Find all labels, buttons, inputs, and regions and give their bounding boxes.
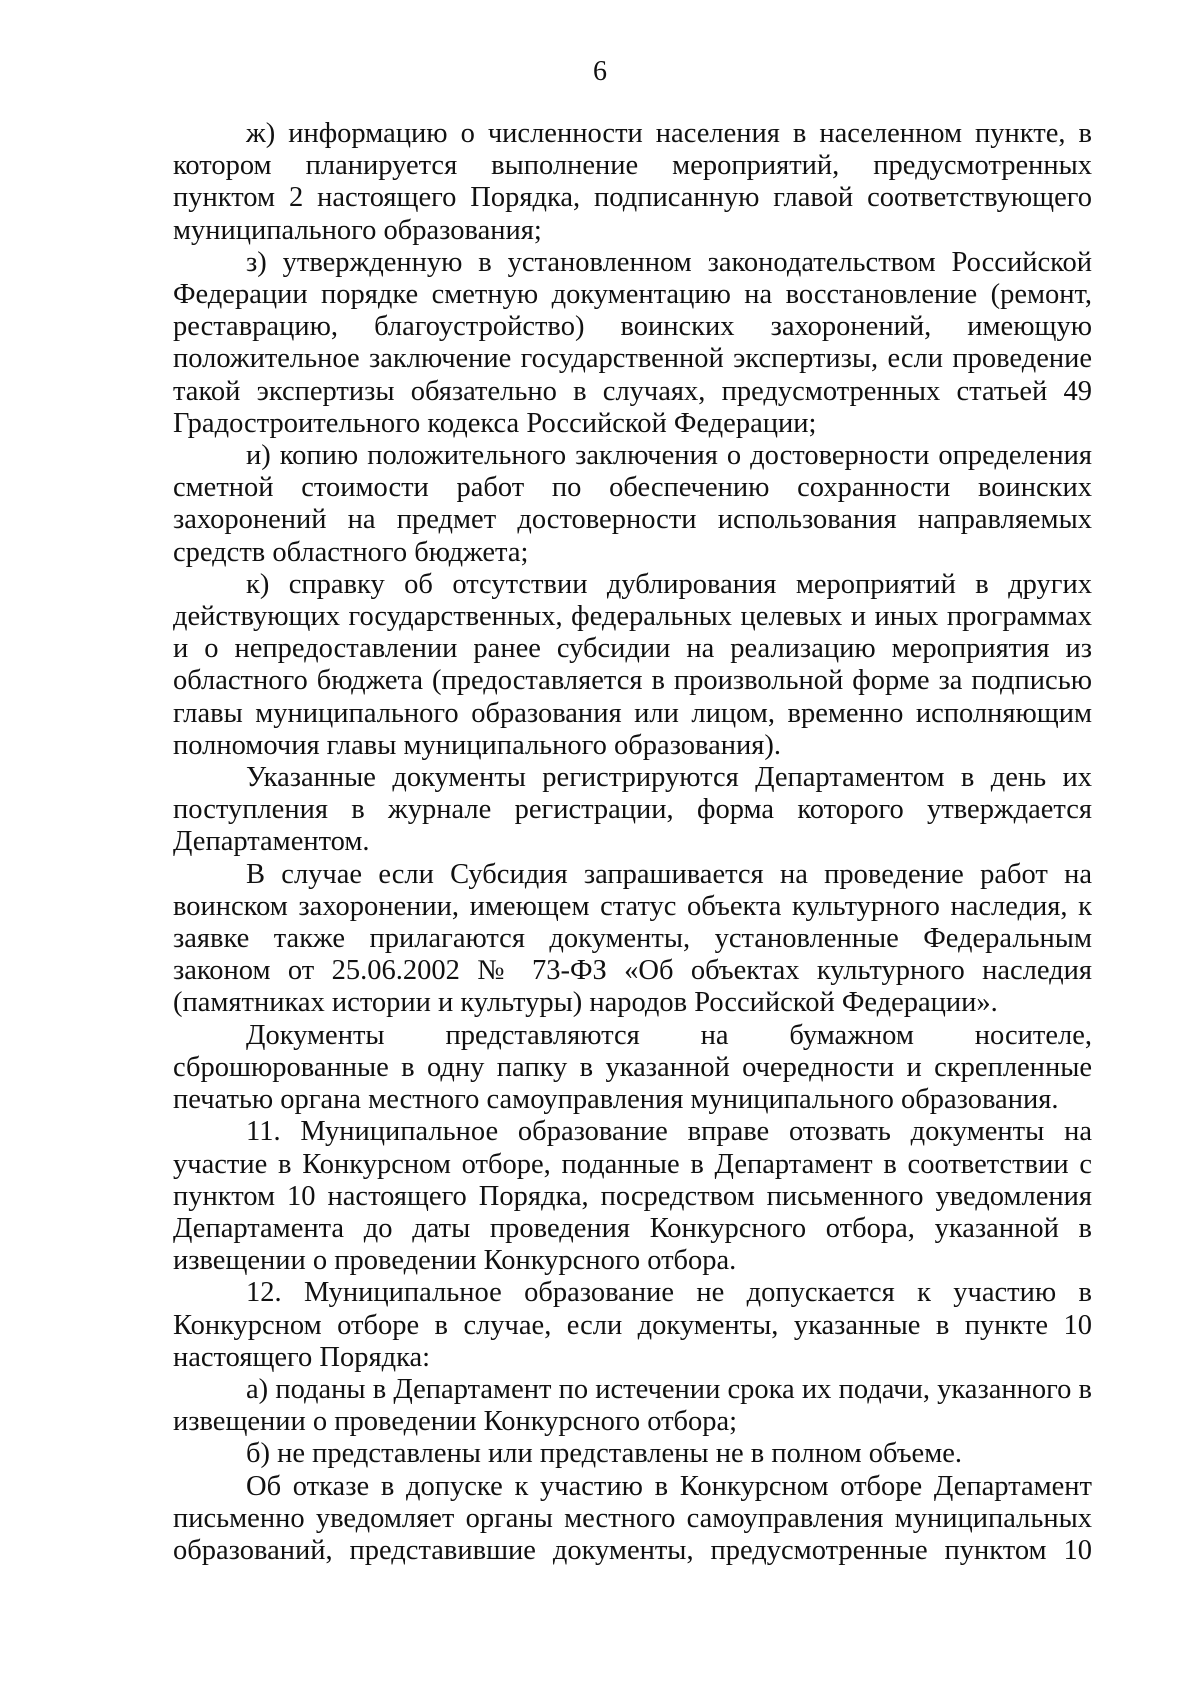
- paragraph-i: и) копию положительного заключения о достоверности определения сметной стоимости работ по обеспечению сохранности воинских захоронений на предмет достоверности использования направляемых средств областного бюджета;: [173, 440, 1092, 568]
- paragraph-refusal-notice: Об отказе в допуске к участию в Конкурсном отборе Департамент письменно уведомляет органы местного самоуправления муниципальных образований, представившие документы, предусмотренные пунктом 10: [173, 1470, 1092, 1566]
- paragraph-a: а) поданы в Департамент по истечении срока их подачи, указанного в извещении о проведении Конкурсного отбора;: [173, 1373, 1092, 1438]
- page-number: 6: [593, 56, 607, 87]
- paragraph-item-11: 11. Муниципальное образование вправе отозвать документы на участие в Конкурсном отборе, поданные в Департамент в соответствии с пунктом 10 настоящего Порядка, посредством письменного уведомления Департамента до даты проведения Конкурсного отбора, указанной в извещении о проведении Конкурсного отбора.: [173, 1116, 1092, 1277]
- paragraph-z: з) утвержденную в установленном законодательством Российской Федерации порядке сметную документацию на восстановление (ремонт, реставрацию, благоустройство) воинских захоронений, имеющую положительное заключение государственной экспертизы, если проведение такой экспертизы обязательно в случаях, предусмотренных статьей 49 Градостроительного кодекса Российской Федерации;: [173, 246, 1092, 439]
- paragraph-paper-documents: Документы представляются на бумажном носителе, сброшюрованные в одну папку в указанной очередности и скрепленные печатью органа местного самоуправления муниципального образования.: [173, 1019, 1092, 1116]
- document-body: [173, 118, 1092, 1567]
- paragraph-b: б) не представлены или представлены не в полном объеме.: [246, 1438, 963, 1470]
- paragraph-registration: Указанные документы регистрируются Департаментом в день их поступления в журнале регистрации, форма которого утверждается Департаментом.: [173, 762, 1092, 858]
- paragraph-item-12: 12. Муниципальное образование не допускается к участию в Конкурсном отборе в случае, если документы, указанные в пункте 10 настоящего Порядка:: [173, 1277, 1092, 1373]
- paragraph-k: к) справку об отсутствии дублирования мероприятий в других действующих государственных, федеральных целевых и иных программах и о непредоставлении ранее субсидии на реализацию мероприятия из областного бюджета (предоставляется в произвольной форме за подписью главы муниципального образования или лицом, временно исполняющим полномочия главы муниципального образования).: [173, 568, 1092, 761]
- paragraph-cultural-heritage: В случае если Субсидия запрашивается на проведение работ на воинском захоронении, имеющем статус объекта культурного наследия, к заявке также прилагаются документы, установленные Федеральным законом от 25.06.2002 № 73-ФЗ «Об объектах культурного наследия (памятниках истории и культуры) народов Российской Федерации».: [173, 858, 1092, 1019]
- paragraph-zh: ж) информацию о численности населения в населенном пункте, в котором планируется выполнение мероприятий, предусмотренных пунктом 2 настоящего Порядка, подписанную главой соответствующего муниципального образования;: [173, 118, 1092, 246]
